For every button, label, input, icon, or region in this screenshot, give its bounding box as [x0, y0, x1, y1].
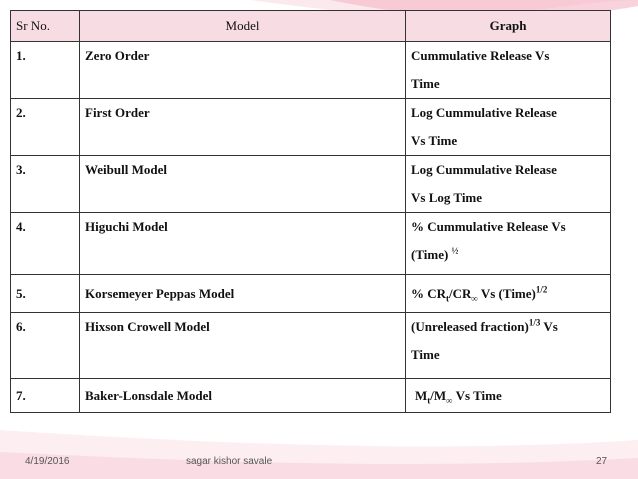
footer-page-number: 27	[596, 456, 608, 467]
row-model: Baker-Lonsdale Model	[80, 379, 406, 413]
header-sr-no: Sr No.	[11, 11, 80, 42]
row-sr: 5.	[11, 275, 80, 313]
row-model: First Order	[80, 99, 406, 156]
row-sr: 4.	[11, 213, 80, 275]
table-row	[11, 379, 611, 413]
row-graph: (Unreleased fraction)$^{1/3}$ Vs Time	[406, 313, 611, 379]
row-sr: 2.	[11, 99, 80, 156]
row-sr: 7.	[11, 379, 80, 413]
table-row	[11, 99, 611, 156]
header-graph: Graph	[406, 11, 611, 42]
table-row	[11, 213, 611, 275]
table-row	[11, 156, 611, 213]
row-graph: Log Cummulative Release Vs Log Time	[406, 156, 611, 213]
row-model: Zero Order	[80, 42, 406, 99]
row-model: Hixson Crowell Model	[80, 313, 406, 379]
row-sr: 6.	[11, 313, 80, 379]
row-sr: 1.	[11, 42, 80, 99]
row-graph: Cummulative Release Vs Time	[406, 42, 611, 99]
table-row	[11, 313, 611, 379]
row-model: Korsemeyer Peppas Model	[80, 275, 406, 313]
table-header-row	[11, 11, 611, 42]
footer-author: sagar kishor savale	[186, 456, 273, 467]
table-row	[11, 42, 611, 99]
row-sr: 3.	[11, 156, 80, 213]
table-row	[11, 275, 611, 313]
row-graph: % Cummulative Release Vs (Time) $^{\frac{1}{2}}$	[406, 213, 611, 275]
row-model: Weibull Model	[80, 156, 406, 213]
row-model: Higuchi Model	[80, 213, 406, 275]
release-models-table	[10, 10, 611, 413]
row-graph: % $CR_t/CR_\infty$ Vs (Time)$^{1/2}$	[406, 275, 611, 313]
footer-date: 4/19/2016	[25, 456, 70, 467]
row-graph: $M_t/M_\infty$ Vs Time	[406, 379, 611, 413]
header-model: Model	[80, 11, 406, 42]
row-graph: Log Cummulative Release Vs Time	[406, 99, 611, 156]
